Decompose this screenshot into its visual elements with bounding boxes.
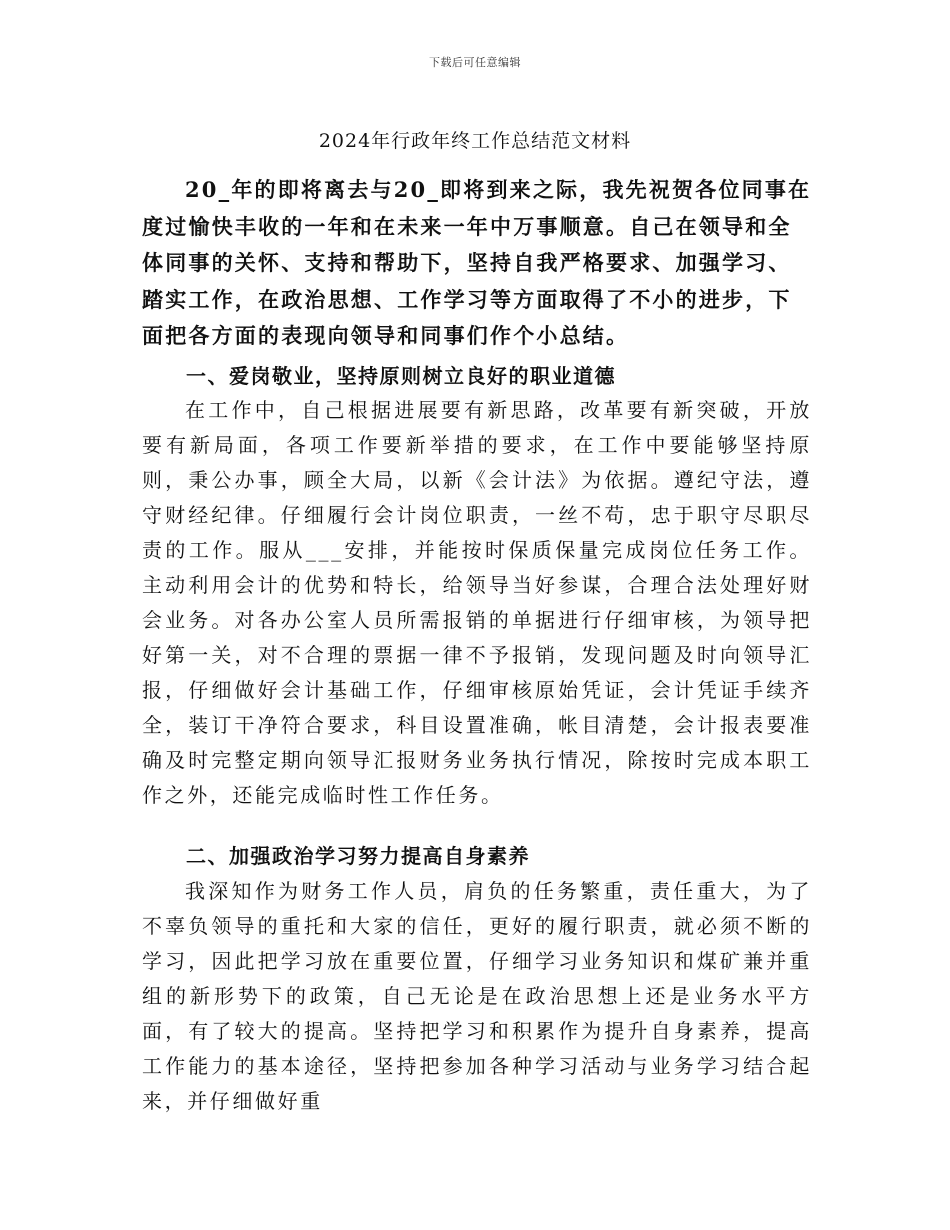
section-heading-1: 一、爱岗敬业，坚持原则树立良好的职业道德 <box>186 364 616 388</box>
section-body-1: 在工作中，自己根据进展要有新思路，改革要有新突破，开放要有新局面，各项工作要新举措的要求，在工作中要能够坚持原则，秉公办事，顾全大局，以新《会计法》为依据。遵纪守法，遵守财经纪律。仔细履行会计岗位职责，一丝不苟，忠于职守尽职尽责的工作。服从___安排，并能按时保质保量完成岗位任务工作。主动利用会计的优势和特长，给领导当好参谋，合理合法处理好财会业务。对各办公室人员所需报销的单据进行仔细审核，为领导把好第一关，对不合理的票据一律不予报销，发现问题及时向领导汇报，仔细做好会计基础工作，仔细审核原始凭证，会计凭证手续齐全，装订干净符合要求，科目设置准确，帐目清楚，会计报表要准确及时完整定期向领导汇报财务业务执行情况，除按时完成本职工作之外，还能完成临时性工作任务。 <box>142 398 812 807</box>
section-body-2: 我深知作为财务工作人员，肩负的任务繁重，责任重大，为了不辜负领导的重托和大家的信任，更好的履行职责，就必须不断的学习，因此把学习放在重要位置，仔细学习业务知识和煤矿兼并重组的新形势下的政策，自己无论是在政治思想上还是业务水平方面，有了较大的提高。坚持把学习和积累作为提升自身素养，提高工作能力的基本途径，坚持把参加各种学习活动与业务学习结合起来，并仔细做好重 <box>142 879 812 1113</box>
document-title: 2024年行政年终工作总结范文材料 <box>318 130 632 152</box>
section-heading-2: 二、加强政治学习努力提高自身素养 <box>186 844 530 868</box>
header-note: 下载后可任意编辑 <box>429 56 521 69</box>
intro-paragraph: 20_年的即将离去与20_即将到来之际，我先祝贺各位同事在度过愉快丰收的一年和在未来一年中万事顺意。自己在领导和全体同事的关怀、支持和帮助下，坚持自我严格要求、加强学习、踏实工作，在政治思想、工作学习等方面取得了不小的进步，下面把各方面的表现向领导和同事们作个小总结。 <box>142 177 812 348</box>
